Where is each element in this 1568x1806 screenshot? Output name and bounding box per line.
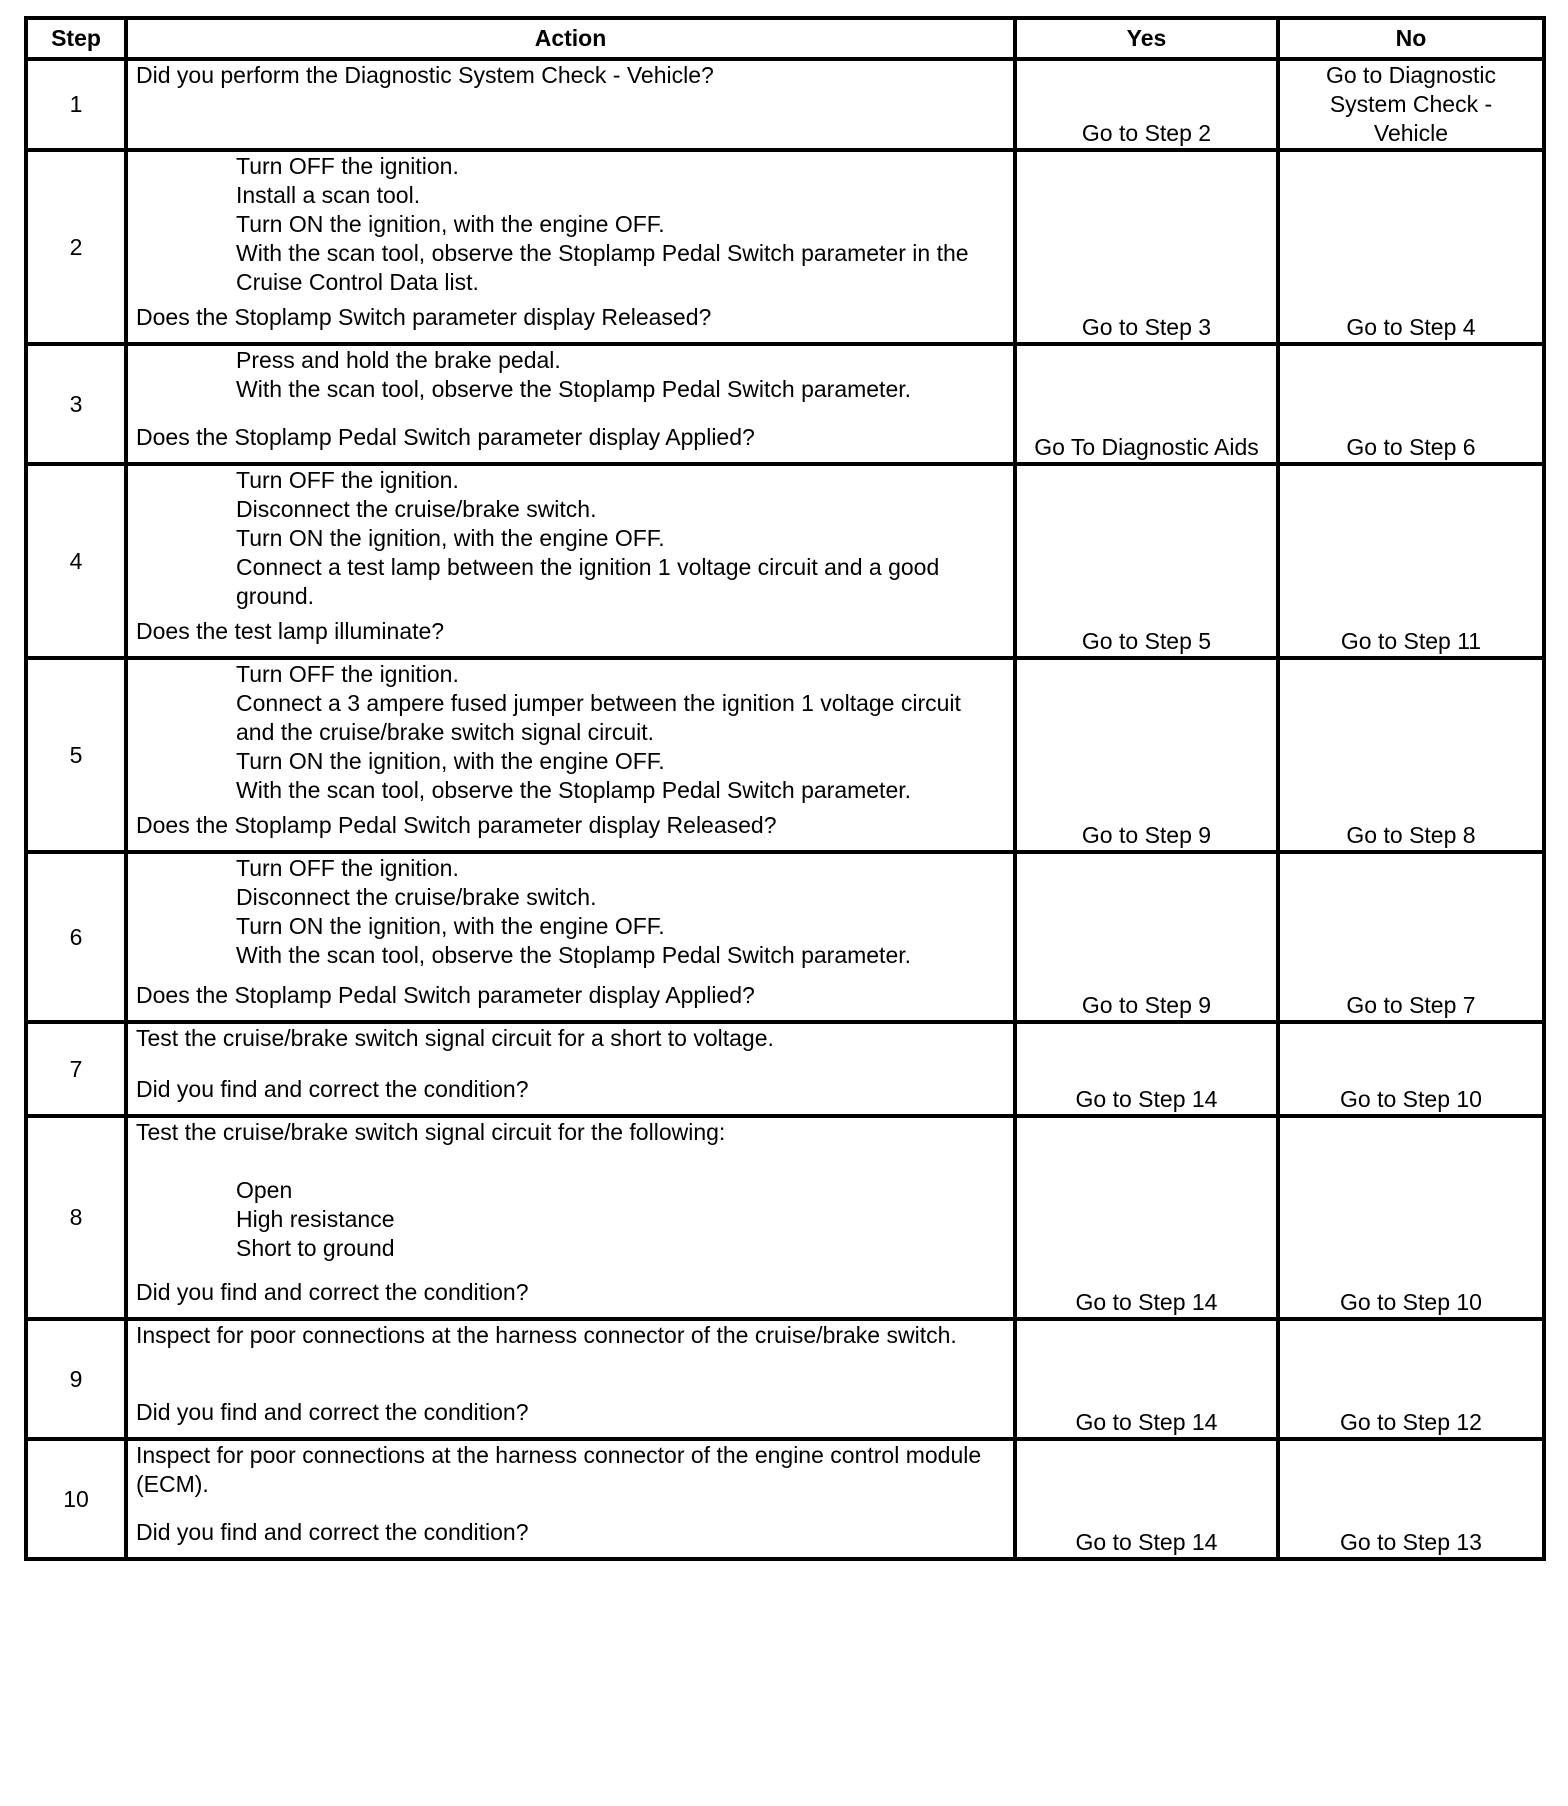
action-cell: [126, 1439, 1015, 1559]
action-question: Does the Stoplamp Switch parameter display Released?: [136, 304, 712, 330]
yes-result: Go to Step 3: [1015, 150, 1278, 344]
no-result: Go to Step 10: [1278, 1022, 1544, 1116]
action-question: Did you find and correct the condition?: [136, 1279, 529, 1305]
action-cell: [126, 344, 1015, 464]
action-question: Does the test lamp illuminate?: [136, 618, 445, 644]
yes-result: Go to Step 14: [1015, 1022, 1278, 1116]
action-steps: [136, 854, 1005, 970]
action-question: Does the Stoplamp Pedal Switch parameter display Applied?: [136, 982, 755, 1008]
action-steps: [136, 466, 1005, 611]
header-no: No: [1278, 18, 1544, 59]
action-intro: Inspect for poor connections at the harness connector of the engine control module (ECM).: [136, 1442, 982, 1497]
no-result: Go to Step 13: [1278, 1439, 1544, 1559]
action-cell: [126, 59, 1015, 150]
action-intro: Test the cruise/brake switch signal circuit for the following:: [136, 1119, 726, 1145]
action-cell: [126, 464, 1015, 658]
action-step-line: Turn ON the ignition, with the engine OFF.: [236, 211, 665, 237]
action-step-line: Connect a test lamp between the ignition 1 voltage circuit and a good ground.: [236, 554, 940, 609]
step-number: 1: [26, 59, 126, 150]
action-steps: [136, 1176, 1005, 1263]
table-row: [26, 1319, 1544, 1439]
action-cell: [126, 1319, 1015, 1439]
action-step-line: Turn ON the ignition, with the engine OFF.: [236, 748, 665, 774]
table-row: [26, 658, 1544, 852]
no-result: Go to Diagnostic System Check - Vehicle: [1278, 59, 1544, 150]
yes-result: Go to Step 5: [1015, 464, 1278, 658]
table-row: [26, 464, 1544, 658]
action-step-line: Short to ground: [236, 1235, 395, 1261]
yes-result: Go to Step 9: [1015, 658, 1278, 852]
action-question: Does the Stoplamp Pedal Switch parameter display Applied?: [136, 424, 755, 450]
action-step-line: Turn OFF the ignition.: [236, 855, 459, 881]
no-result: Go to Step 8: [1278, 658, 1544, 852]
yes-result: Go To Diagnostic Aids: [1015, 344, 1278, 464]
step-number: 3: [26, 344, 126, 464]
action-intro: Test the cruise/brake switch signal circuit for a short to voltage.: [136, 1025, 774, 1051]
action-step-line: Disconnect the cruise/brake switch.: [236, 496, 597, 522]
step-number: 5: [26, 658, 126, 852]
action-question: Did you find and correct the condition?: [136, 1076, 529, 1102]
yes-result: Go to Step 9: [1015, 852, 1278, 1022]
no-result: Go to Step 4: [1278, 150, 1544, 344]
action-step-line: Turn ON the ignition, with the engine OFF.: [236, 913, 665, 939]
action-step-line: With the scan tool, observe the Stoplamp Pedal Switch parameter in the Cruise Control Data list.: [236, 240, 969, 295]
action-intro: Inspect for poor connections at the harness connector of the cruise/brake switch.: [136, 1322, 957, 1348]
action-step-line: Connect a 3 ampere fused jumper between the ignition 1 voltage circuit and the cruise/brake switch signal circuit.: [236, 690, 961, 745]
action-step-line: Turn ON the ignition, with the engine OFF.: [236, 525, 665, 551]
step-number: 2: [26, 150, 126, 344]
action-step-line: Disconnect the cruise/brake switch.: [236, 884, 597, 910]
yes-result: Go to Step 14: [1015, 1116, 1278, 1319]
action-step-line: With the scan tool, observe the Stoplamp Pedal Switch parameter.: [236, 777, 912, 803]
diagnostic-table: [24, 16, 1546, 1561]
action-step-line: Install a scan tool.: [236, 182, 421, 208]
action-step-line: Open: [236, 1177, 293, 1203]
table-body: [26, 59, 1544, 1559]
header-step: Step: [26, 18, 126, 59]
action-intro: Did you perform the Diagnostic System Check - Vehicle?: [136, 62, 714, 88]
step-number: 4: [26, 464, 126, 658]
step-number: 8: [26, 1116, 126, 1319]
action-step-line: Press and hold the brake pedal.: [236, 347, 561, 373]
table-row: [26, 1439, 1544, 1559]
yes-result: Go to Step 14: [1015, 1439, 1278, 1559]
header-action: Action: [126, 18, 1015, 59]
action-step-line: High resistance: [236, 1206, 395, 1232]
action-cell: [126, 1022, 1015, 1116]
step-number: 7: [26, 1022, 126, 1116]
action-step-line: Turn OFF the ignition.: [236, 153, 459, 179]
table-row: [26, 1116, 1544, 1319]
table-row: [26, 344, 1544, 464]
no-result: Go to Step 6: [1278, 344, 1544, 464]
no-result: Go to Step 10: [1278, 1116, 1544, 1319]
action-cell: [126, 852, 1015, 1022]
step-number: 10: [26, 1439, 126, 1559]
step-number: 9: [26, 1319, 126, 1439]
action-step-line: Turn OFF the ignition.: [236, 661, 459, 687]
no-result: Go to Step 7: [1278, 852, 1544, 1022]
no-result: Go to Step 12: [1278, 1319, 1544, 1439]
header-yes: Yes: [1015, 18, 1278, 59]
action-step-line: Turn OFF the ignition.: [236, 467, 459, 493]
action-question: Did you find and correct the condition?: [136, 1519, 529, 1545]
table-row: [26, 59, 1544, 150]
action-steps: [136, 660, 1005, 805]
action-question: Did you find and correct the condition?: [136, 1399, 529, 1425]
table-row: [26, 852, 1544, 1022]
action-cell: [126, 1116, 1015, 1319]
action-step-line: With the scan tool, observe the Stoplamp Pedal Switch parameter.: [236, 942, 912, 968]
yes-result: Go to Step 2: [1015, 59, 1278, 150]
action-steps: [136, 346, 1005, 404]
action-cell: [126, 658, 1015, 852]
yes-result: Go to Step 14: [1015, 1319, 1278, 1439]
action-question: Does the Stoplamp Pedal Switch parameter display Released?: [136, 812, 777, 838]
table-row: [26, 150, 1544, 344]
action-cell: [126, 150, 1015, 344]
header-row: [26, 18, 1544, 59]
step-number: 6: [26, 852, 126, 1022]
action-steps: [136, 152, 1005, 297]
action-step-line: With the scan tool, observe the Stoplamp Pedal Switch parameter.: [236, 376, 912, 402]
table-row: [26, 1022, 1544, 1116]
no-result: Go to Step 11: [1278, 464, 1544, 658]
